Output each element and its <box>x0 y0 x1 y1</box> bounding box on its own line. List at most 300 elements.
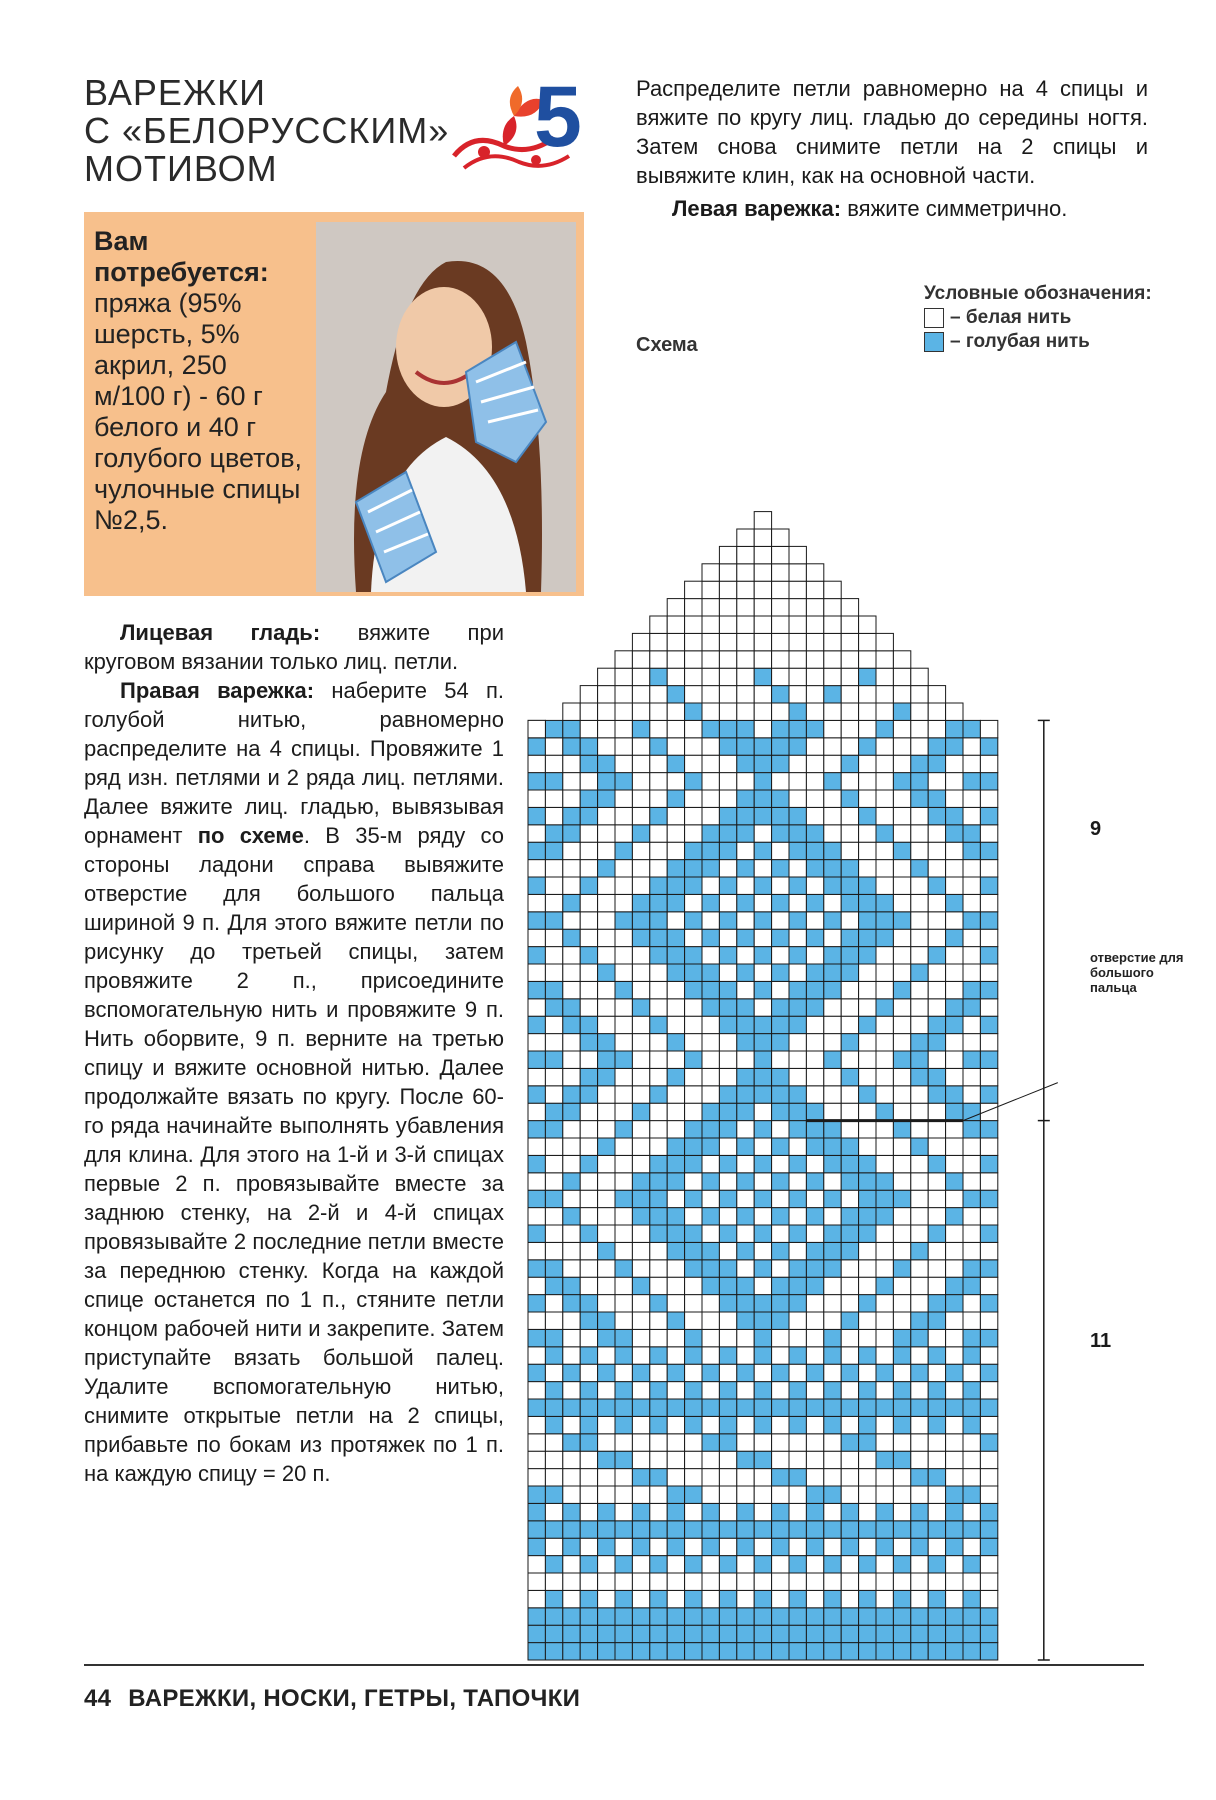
chart-cell <box>598 1451 615 1468</box>
chart-cell <box>702 599 719 616</box>
chart-cell <box>928 720 945 737</box>
chart-cell <box>615 651 632 668</box>
chart-cell <box>702 807 719 824</box>
chart-cell <box>702 860 719 877</box>
chart-cell <box>719 1590 736 1607</box>
chart-cell <box>963 894 980 911</box>
chart-cell <box>841 1016 858 1033</box>
chart-cell <box>893 825 910 842</box>
chart-cell <box>667 1121 684 1138</box>
chart-cell <box>772 773 789 790</box>
chart-cell <box>893 1608 910 1625</box>
chart-cell <box>650 1521 667 1538</box>
chart-cell <box>928 1416 945 1433</box>
chart-cell <box>563 1608 580 1625</box>
chart-cell <box>806 860 823 877</box>
chart-cell <box>772 581 789 598</box>
chart-cell <box>928 703 945 720</box>
chart-cell <box>963 720 980 737</box>
chart-cell <box>754 825 771 842</box>
chart-cell <box>893 1051 910 1068</box>
chart-cell <box>806 964 823 981</box>
chart-cell <box>719 1190 736 1207</box>
chart-cell <box>893 703 910 720</box>
chart-cell <box>685 755 702 772</box>
chart-cell <box>806 1034 823 1051</box>
chart-cell <box>859 1608 876 1625</box>
chart-cell <box>615 668 632 685</box>
chart-cell <box>685 877 702 894</box>
chart-cell <box>928 1521 945 1538</box>
chart-cell <box>563 773 580 790</box>
chart-cell <box>789 1173 806 1190</box>
chart-cell <box>911 1190 928 1207</box>
chart-cell <box>946 964 963 981</box>
chart-cell <box>772 1469 789 1486</box>
chart-cell <box>545 1208 562 1225</box>
chart-cell <box>980 1225 997 1242</box>
chart-cell <box>754 616 771 633</box>
chart-cell <box>876 1225 893 1242</box>
chart-cell <box>841 1103 858 1120</box>
chart-cell <box>789 825 806 842</box>
chart-cell <box>911 703 928 720</box>
chart-cell <box>789 1451 806 1468</box>
chart-cell <box>650 1625 667 1642</box>
chart-cell <box>580 1121 597 1138</box>
chart-cell <box>911 1277 928 1294</box>
chart-cell <box>841 964 858 981</box>
chart-cell <box>563 964 580 981</box>
chart-cell <box>737 1138 754 1155</box>
chart-cell <box>806 1068 823 1085</box>
chart-cell <box>946 1277 963 1294</box>
chart-cell <box>859 860 876 877</box>
chart-cell <box>806 1538 823 1555</box>
chart-cell <box>841 1399 858 1416</box>
chart-cell <box>545 964 562 981</box>
chart-cell <box>737 981 754 998</box>
chart-cell <box>928 686 945 703</box>
chart-cell <box>528 1416 545 1433</box>
chart-cell <box>528 1556 545 1573</box>
chart-cell <box>841 1190 858 1207</box>
chart-cell <box>737 773 754 790</box>
chart-cell <box>737 877 754 894</box>
chart-cell <box>632 790 649 807</box>
chart-cell <box>824 912 841 929</box>
chart-cell <box>876 1625 893 1642</box>
chart-cell <box>963 755 980 772</box>
chart-cell <box>946 912 963 929</box>
chart-cell <box>911 738 928 755</box>
chart-cell <box>702 947 719 964</box>
chart-cell <box>737 1608 754 1625</box>
chart-cell <box>789 1295 806 1312</box>
chart-cell <box>719 1242 736 1259</box>
chart-cell <box>876 1086 893 1103</box>
chart-cell <box>754 668 771 685</box>
chart-cell <box>650 703 667 720</box>
chart-cell <box>719 877 736 894</box>
chart-cell <box>876 1364 893 1381</box>
chart-cell <box>824 1538 841 1555</box>
chart-cell <box>667 738 684 755</box>
chart-cell <box>893 1121 910 1138</box>
chart-cell <box>980 1382 997 1399</box>
chart-cell <box>806 1225 823 1242</box>
chart-cell <box>737 1103 754 1120</box>
chart-cell <box>719 546 736 563</box>
chart-cell <box>754 755 771 772</box>
chart-cell <box>528 1521 545 1538</box>
chart-cell <box>806 1329 823 1346</box>
chart-cell <box>946 1573 963 1590</box>
chart-cell <box>598 860 615 877</box>
chart-cell <box>702 1347 719 1364</box>
chart-cell <box>980 1103 997 1120</box>
chart-cell <box>841 1486 858 1503</box>
chart-cell <box>615 1208 632 1225</box>
chart-cell <box>702 964 719 981</box>
chart-cell <box>841 1469 858 1486</box>
chart-cell <box>737 1242 754 1259</box>
chart-cell <box>789 1034 806 1051</box>
chart-cell <box>737 616 754 633</box>
chart-cell <box>980 1208 997 1225</box>
chart-cell <box>650 1434 667 1451</box>
chart-cell <box>928 1138 945 1155</box>
chart-cell <box>545 1451 562 1468</box>
chart-cell <box>928 1590 945 1607</box>
chart-cell <box>911 1538 928 1555</box>
chart-cell <box>841 703 858 720</box>
chart-cell <box>667 1260 684 1277</box>
white-swatch <box>924 308 944 328</box>
chart-cell <box>667 842 684 859</box>
chart-cell <box>980 929 997 946</box>
chart-cell <box>841 1312 858 1329</box>
chart-cell <box>772 825 789 842</box>
chart-cell <box>789 720 806 737</box>
chart-cell <box>946 1625 963 1642</box>
chart-cell <box>737 651 754 668</box>
chart-cell <box>580 1173 597 1190</box>
chart-cell <box>893 1399 910 1416</box>
chart-cell <box>545 720 562 737</box>
chart-cell <box>580 1103 597 1120</box>
chart-cell <box>667 1364 684 1381</box>
chart-cell <box>737 1173 754 1190</box>
chart-cell <box>928 1295 945 1312</box>
chart-cell <box>737 999 754 1016</box>
chart-cell <box>789 703 806 720</box>
chart-cell <box>667 807 684 824</box>
chart-cell <box>754 703 771 720</box>
chart-cell <box>650 1538 667 1555</box>
right-mitten-text-a: наберите 54 п. голубой нитью, равномерно распределите на 4 спицы. Провяжите 1 ряд изн. петлями и 2 ряда лиц. петлями. Далее вяжите лиц. гладью, вывязывая орнамент <box>84 678 504 848</box>
chart-cell <box>667 1016 684 1033</box>
chart-cell <box>893 1486 910 1503</box>
chart-cell <box>754 581 771 598</box>
chart-cell <box>615 1016 632 1033</box>
chart-cell <box>946 1034 963 1051</box>
chart-cell <box>754 1329 771 1346</box>
chart-cell <box>859 1556 876 1573</box>
chart-cell <box>911 964 928 981</box>
chart-cell <box>806 1173 823 1190</box>
chart-cell <box>615 1086 632 1103</box>
chart-cell <box>859 1086 876 1103</box>
chart-cell <box>702 633 719 650</box>
chart-cell <box>545 1521 562 1538</box>
chart-cell <box>632 1242 649 1259</box>
chart-cell <box>772 1399 789 1416</box>
chart-cell <box>928 807 945 824</box>
chart-cell <box>806 703 823 720</box>
chart-cell <box>893 1382 910 1399</box>
chart-cell <box>841 1451 858 1468</box>
chart-cell <box>632 1225 649 1242</box>
chart-cell <box>806 1590 823 1607</box>
chart-cell <box>737 1190 754 1207</box>
chart-cell <box>928 981 945 998</box>
chart-cell <box>580 755 597 772</box>
chart-cell <box>859 1469 876 1486</box>
chart-cell <box>754 564 771 581</box>
chart-cell <box>980 1608 997 1625</box>
chart-cell <box>528 1347 545 1364</box>
chart-cell <box>789 999 806 1016</box>
chart-cell <box>667 616 684 633</box>
chart-cell <box>963 1068 980 1085</box>
chart-cell <box>528 1434 545 1451</box>
chart-cell <box>685 703 702 720</box>
chart-cell <box>946 790 963 807</box>
chart-cell <box>528 947 545 964</box>
chart-cell <box>615 1538 632 1555</box>
chart-cell <box>789 633 806 650</box>
chart-cell <box>667 1173 684 1190</box>
chart-cell <box>650 720 667 737</box>
chart-cell <box>754 1190 771 1207</box>
chart-cell <box>876 1573 893 1590</box>
chart-cell <box>893 1312 910 1329</box>
chart-cell <box>806 999 823 1016</box>
chart-cell <box>615 1138 632 1155</box>
chart-cell <box>772 981 789 998</box>
chart-cell <box>719 1503 736 1520</box>
chart-cell <box>980 773 997 790</box>
chart-cell <box>876 1312 893 1329</box>
chart-cell <box>772 1503 789 1520</box>
chart-cell <box>580 1503 597 1520</box>
chart-cell <box>980 1312 997 1329</box>
chart-cell <box>667 1382 684 1399</box>
chart-cell <box>667 981 684 998</box>
chart-cell <box>598 790 615 807</box>
chart-cell <box>632 1521 649 1538</box>
chart-cell <box>528 1469 545 1486</box>
chart-cell <box>859 1190 876 1207</box>
chart-cell <box>632 633 649 650</box>
chart-cell <box>824 1625 841 1642</box>
schema-label: Схема <box>636 334 698 356</box>
chart-cell <box>806 720 823 737</box>
chart-cell <box>719 1556 736 1573</box>
chart-cell <box>859 825 876 842</box>
chart-cell <box>615 1382 632 1399</box>
chart-cell <box>772 1347 789 1364</box>
chart-cell <box>824 1086 841 1103</box>
chart-cell <box>702 1625 719 1642</box>
chart-cell <box>841 1260 858 1277</box>
chart-cell <box>580 964 597 981</box>
section-label-upper: 9 <box>1090 818 1102 840</box>
chart-cell <box>719 1312 736 1329</box>
chart-cell <box>841 1625 858 1642</box>
chart-cell <box>528 1190 545 1207</box>
chart-cell <box>650 773 667 790</box>
chart-cell <box>667 964 684 981</box>
chart-cell <box>737 1469 754 1486</box>
chart-cell <box>563 1103 580 1120</box>
chart-cell <box>719 1155 736 1172</box>
chart-cell <box>789 790 806 807</box>
chart-cell <box>528 1155 545 1172</box>
chart-cell <box>824 1364 841 1381</box>
chart-cell <box>685 720 702 737</box>
chart-cell <box>893 981 910 998</box>
chart-cell <box>841 651 858 668</box>
chart-cell <box>563 894 580 911</box>
materials-body: пряжа (95% шерсть, 5% акрил, 250 м/100 г) - 60 г белого и 40 г голубого цветов, чулочные спицы №2,5. <box>94 288 303 535</box>
chart-cell <box>754 912 771 929</box>
chart-cell <box>963 825 980 842</box>
chart-cell <box>772 755 789 772</box>
chart-cell <box>772 877 789 894</box>
chart-cell <box>632 755 649 772</box>
chart-cell <box>754 1312 771 1329</box>
section-number: 5 <box>534 69 582 165</box>
chart-cell <box>615 1486 632 1503</box>
chart-cell <box>632 1016 649 1033</box>
chart-cell <box>789 894 806 911</box>
chart-cell <box>859 912 876 929</box>
chart-cell <box>963 1416 980 1433</box>
chart-cell <box>632 1503 649 1520</box>
chart-cell <box>632 1295 649 1312</box>
chart-cell <box>772 1155 789 1172</box>
chart-cell <box>667 1503 684 1520</box>
chart-cell <box>580 1416 597 1433</box>
chart-cell <box>545 1503 562 1520</box>
chart-cell <box>876 1434 893 1451</box>
chart-cell <box>876 773 893 790</box>
chart-cell <box>632 1434 649 1451</box>
chart-cell <box>650 1469 667 1486</box>
chart-cell <box>545 1138 562 1155</box>
chart-cell <box>806 1416 823 1433</box>
chart-cell <box>598 1608 615 1625</box>
chart-cell <box>789 1364 806 1381</box>
chart-cell <box>876 1382 893 1399</box>
chart-cell <box>650 686 667 703</box>
chart-cell <box>632 1486 649 1503</box>
chart-cell <box>928 1451 945 1468</box>
chart-cell <box>841 912 858 929</box>
chart-cell <box>702 1486 719 1503</box>
chart-cell <box>859 1416 876 1433</box>
chart-cell <box>719 720 736 737</box>
right-mitten-scheme-ref: по схеме <box>197 823 304 848</box>
chart-cell <box>806 1608 823 1625</box>
chart-cell <box>893 1277 910 1294</box>
chart-cell <box>946 1608 963 1625</box>
chart-cell <box>737 564 754 581</box>
chart-cell <box>911 1208 928 1225</box>
chart-cell <box>806 755 823 772</box>
chart-cell <box>806 825 823 842</box>
chart-cell <box>824 877 841 894</box>
chart-cell <box>824 1312 841 1329</box>
chart-cell <box>545 1590 562 1607</box>
chart-cell <box>702 1242 719 1259</box>
chart-cell <box>859 651 876 668</box>
chart-cell <box>928 894 945 911</box>
chart-cell <box>946 1016 963 1033</box>
chart-cell <box>859 790 876 807</box>
chart-cell <box>754 860 771 877</box>
chart-cell <box>876 947 893 964</box>
chart-cell <box>946 1486 963 1503</box>
chart-cell <box>685 1225 702 1242</box>
chart-cell <box>893 1364 910 1381</box>
chart-cell <box>841 686 858 703</box>
chart-cell <box>911 1521 928 1538</box>
chart-cell <box>563 1034 580 1051</box>
chart-cell <box>598 1347 615 1364</box>
chart-cell <box>893 964 910 981</box>
chart-cell <box>946 1590 963 1607</box>
chart-cell <box>963 773 980 790</box>
chart-cell <box>789 599 806 616</box>
chart-cell <box>598 1590 615 1607</box>
chart-cell <box>632 1625 649 1642</box>
chart-cell <box>702 1556 719 1573</box>
chart-cell <box>702 1382 719 1399</box>
chart-cell <box>963 999 980 1016</box>
chart-cell <box>737 1295 754 1312</box>
chart-cell <box>841 1643 858 1660</box>
chart-cell <box>893 1225 910 1242</box>
chart-cell <box>859 1538 876 1555</box>
chart-cell <box>563 1643 580 1660</box>
chart-cell <box>545 1416 562 1433</box>
chart-cell <box>789 1556 806 1573</box>
chart-cell <box>772 1051 789 1068</box>
chart-cell <box>598 807 615 824</box>
chart-cell <box>824 668 841 685</box>
chart-cell <box>928 1051 945 1068</box>
chart-cell <box>580 720 597 737</box>
chart-cell <box>859 1503 876 1520</box>
chart-cell <box>528 1399 545 1416</box>
chart-cell <box>772 929 789 946</box>
chart-cell <box>545 1155 562 1172</box>
chart-cell <box>893 1260 910 1277</box>
chart-cell <box>650 738 667 755</box>
